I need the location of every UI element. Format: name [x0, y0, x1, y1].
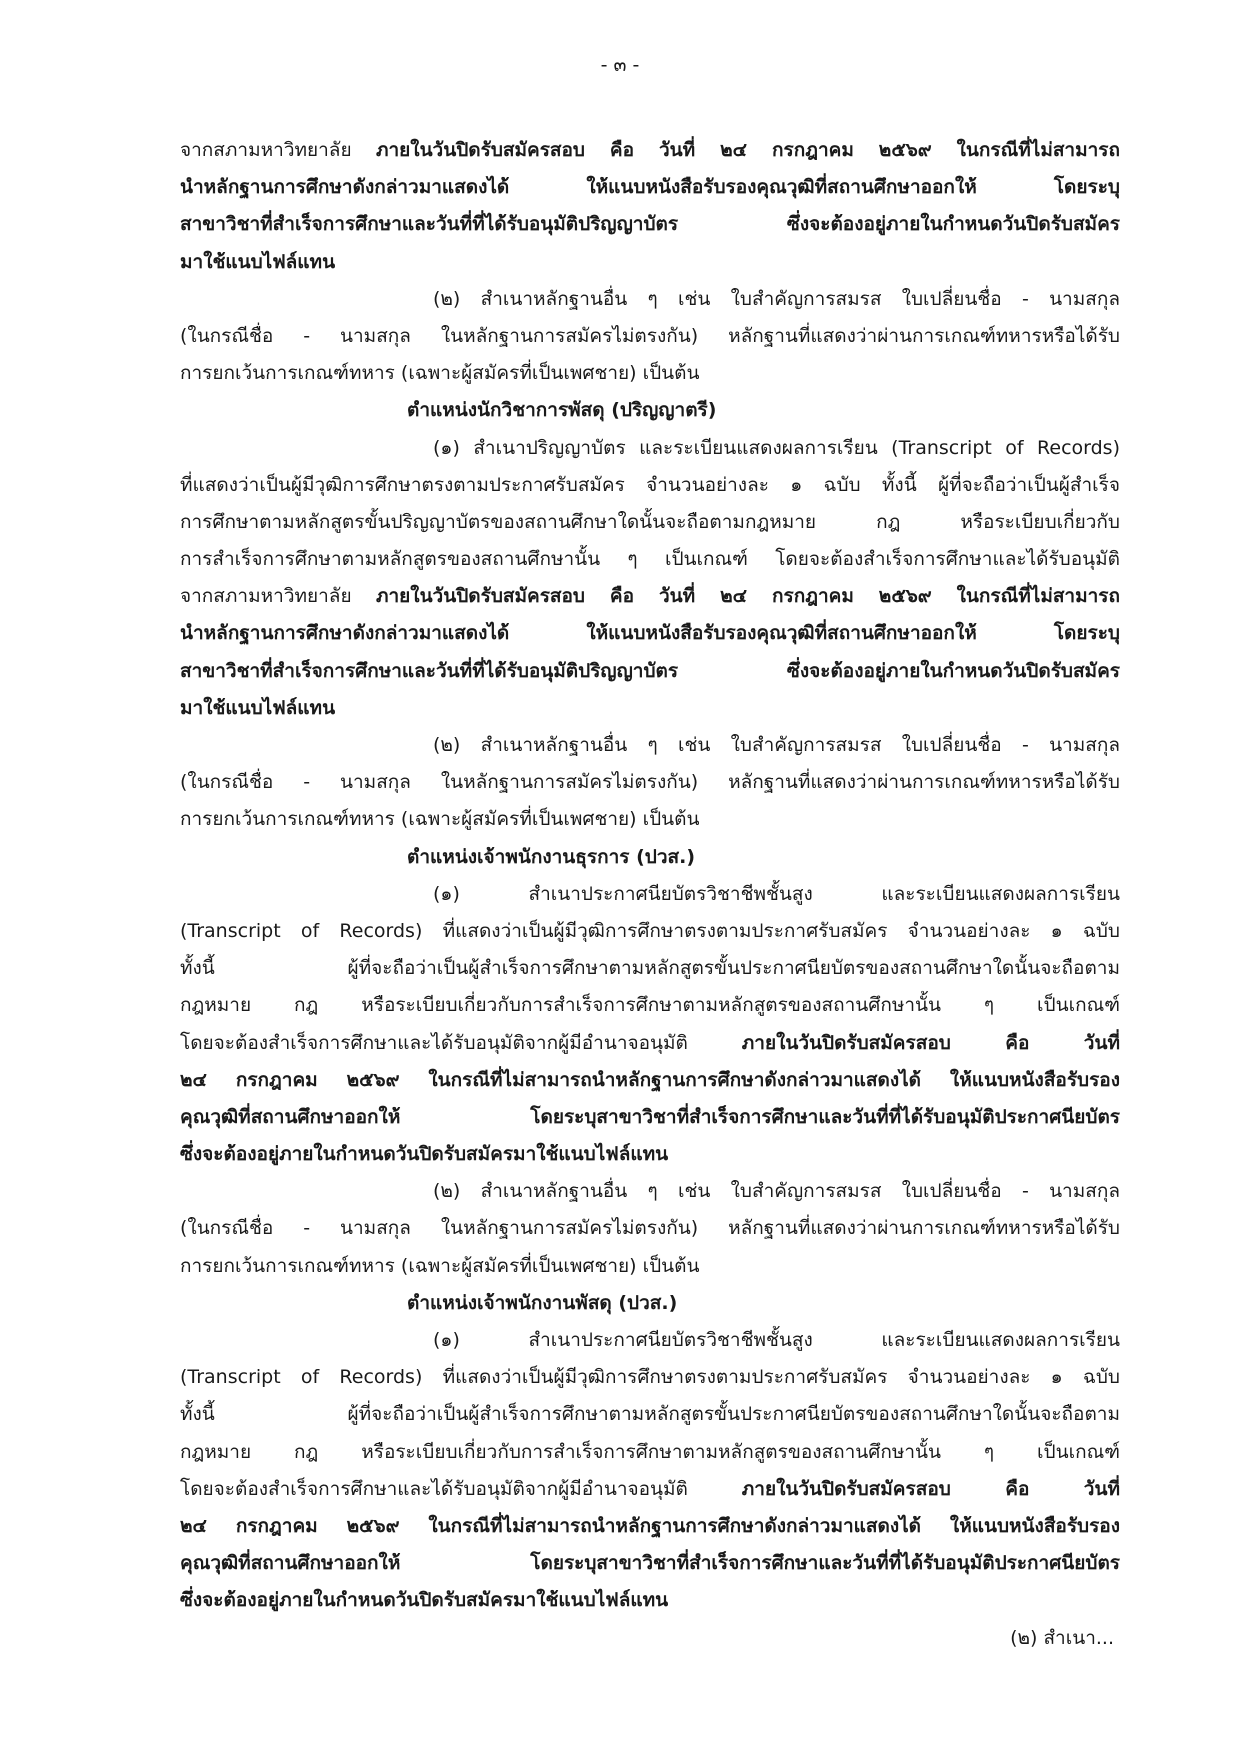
body-line: กฎหมาย กฎ หรือระเบียบเกี่ยวกับการสำเร็จการศึกษาตามหลักสูตรของสถานศึกษานั้น ๆ เป็นเกณฑ์: [180, 1440, 1120, 1463]
body-line: มาใช้แนบไฟล์แทน: [180, 696, 336, 719]
body-line: นำหลักฐานการศึกษาดังกล่าวมาแสดงได้ ให้แนบหนังสือรับรองคุณวุฒิที่สถานศึกษาออกให้ โดยระบุ: [180, 176, 1120, 199]
body-line: ที่แสดงว่าเป็นผู้มีวุฒิการศึกษาตรงตามประกาศรับสมัคร จำนวนอย่างละ ๑ ฉบับ ทั้งนี้ ผู้ที่จะถือว่าเป็นผู้สำเร็จ: [180, 473, 1120, 496]
body-text: โดยจะต้องสำเร็จการศึกษาและได้รับอนุมัติจากผู้มีอำนาจอนุมัติ: [180, 1477, 742, 1500]
body-line: [180, 1025, 1120, 1062]
body-line: (ในกรณีชื่อ - นามสกุล ในหลักฐานการสมัครไม่ตรงกัน) หลักฐานที่แสดงว่าผ่านการเกณฑ์ทหารหรือได้รับ: [180, 324, 1120, 347]
body-line: คุณวุฒิที่สถานศึกษาออกให้ โดยระบุสาขาวิชาที่สำเร็จการศึกษาและวันที่ที่ได้รับอนุมัติประกาศนียบัตร: [180, 1552, 1120, 1575]
item-2-line: (๒) สำเนาหลักฐานอื่น ๆ เช่น ใบสำคัญการสมรส ใบเปลี่ยนชื่อ - นามสกุล: [433, 287, 1120, 310]
position-heading: ตำแหน่งเจ้าพนักงานพัสดุ (ปวส.): [407, 1291, 678, 1314]
body-line: นำหลักฐานการศึกษาดังกล่าวมาแสดงได้ ให้แนบหนังสือรับรองคุณวุฒิที่สถานศึกษาออกให้ โดยระบุ: [180, 622, 1120, 645]
body-line: [180, 1471, 1120, 1508]
position-heading: ตำแหน่งนักวิชาการพัสดุ (ปริญญาตรี): [407, 399, 717, 422]
body-line: ซึ่งจะต้องอยู่ภายในกำหนดวันปิดรับสมัครมาใช้แนบไฟล์แทน: [180, 1589, 669, 1612]
body-text: โดยจะต้องสำเร็จการศึกษาและได้รับอนุมัติจากผู้มีอำนาจอนุมัติ: [180, 1031, 742, 1054]
body-text: จากสภามหาวิทยาลัย: [180, 585, 376, 608]
body-line: กฎหมาย กฎ หรือระเบียบเกี่ยวกับการสำเร็จการศึกษาตามหลักสูตรของสถานศึกษานั้น ๆ เป็นเกณฑ์: [180, 994, 1120, 1017]
body-line: ๒๔ กรกฎาคม ๒๕๖๙ ในกรณีที่ไม่สามารถนำหลักฐานการศึกษาดังกล่าวมาแสดงได้ ให้แนบหนังสือรับรอง: [180, 1514, 1120, 1537]
deadline-text: ภายในวันปิดรับสมัครสอบ คือ วันที่ ๒๔ กรกฎาคม ๒๕๖๙ ในกรณีที่ไม่สามารถ: [375, 139, 1120, 161]
item-1-line: (๑) สำเนาปริญญาบัตร และระเบียนแสดงผลการเรียน (Transcript of Records): [433, 436, 1120, 459]
body-line: (ในกรณีชื่อ - นามสกุล ในหลักฐานการสมัครไม่ตรงกัน) หลักฐานที่แสดงว่าผ่านการเกณฑ์ทหารหรือได้รับ: [180, 1217, 1120, 1240]
document-body: [180, 132, 1120, 1657]
body-line: การศึกษาตามหลักสูตรขั้นปริญญาบัตรของสถานศึกษาใดนั้นจะถือตามกฎหมาย กฎ หรือระเบียบเกี่ยวกับ: [180, 510, 1120, 533]
item-1-line: (๑) สำเนาประกาศนียบัตรวิชาชีพชั้นสูง และระเบียนแสดงผลการเรียน: [433, 1329, 1120, 1351]
body-line: ซึ่งจะต้องอยู่ภายในกำหนดวันปิดรับสมัครมาใช้แนบไฟล์แทน: [180, 1143, 669, 1166]
body-line: ทั้งนี้ ผู้ที่จะถือว่าเป็นผู้สำเร็จการศึกษาตามหลักสูตรขั้นประกาศนียบัตรของสถานศึกษาใดนั้นจะถือตาม: [180, 957, 1120, 980]
body-text: จากสภามหาวิทยาลัย: [180, 139, 376, 161]
body-line: สาขาวิชาที่สำเร็จการศึกษาและวันที่ที่ได้รับอนุมัติปริญญาบัตร ซึ่งจะต้องอยู่ภายในกำหนดวันปิดรับสมัคร: [180, 213, 1120, 236]
item-1-line: (๑) สำเนาประกาศนียบัตรวิชาชีพชั้นสูง และระเบียนแสดงผลการเรียน: [433, 882, 1120, 905]
page-number: - ๓ -: [600, 54, 640, 76]
item-2-line: (๒) สำเนาหลักฐานอื่น ๆ เช่น ใบสำคัญการสมรส ใบเปลี่ยนชื่อ - นามสกุล: [433, 734, 1120, 756]
item-2-line: (๒) สำเนาหลักฐานอื่น ๆ เช่น ใบสำคัญการสมรส ใบเปลี่ยนชื่อ - นามสกุล: [433, 1180, 1120, 1203]
continuation-marker: (๒) สำเนา...: [1010, 1626, 1114, 1649]
body-line: [180, 132, 1120, 169]
body-line: ๒๔ กรกฎาคม ๒๕๖๙ ในกรณีที่ไม่สามารถนำหลักฐานการศึกษาดังกล่าวมาแสดงได้ ให้แนบหนังสือรับรอง: [180, 1068, 1120, 1091]
body-line: การยกเว้นการเกณฑ์ทหาร (เฉพาะผู้สมัครที่เป็นเพศชาย) เป็นต้น: [180, 362, 700, 385]
deadline-text: ภายในวันปิดรับสมัครสอบ คือ วันที่: [741, 1031, 1120, 1054]
deadline-text: ภายในวันปิดรับสมัครสอบ คือ วันที่ ๒๔ กรกฎาคม ๒๕๖๙ ในกรณีที่ไม่สามารถ: [375, 585, 1120, 608]
position-heading: ตำแหน่งเจ้าพนักงานธุรการ (ปวส.): [407, 845, 695, 868]
body-line: การยกเว้นการเกณฑ์ทหาร (เฉพาะผู้สมัครที่เป็นเพศชาย) เป็นต้น: [180, 1254, 700, 1277]
body-line: การสำเร็จการศึกษาตามหลักสูตรของสถานศึกษานั้น ๆ เป็นเกณฑ์ โดยจะต้องสำเร็จการศึกษาและได้รับอนุมัติ: [180, 548, 1120, 571]
body-line: คุณวุฒิที่สถานศึกษาออกให้ โดยระบุสาขาวิชาที่สำเร็จการศึกษาและวันที่ที่ได้รับอนุมัติประกาศนียบัตร: [180, 1105, 1120, 1128]
body-line: (Transcript of Records) ที่แสดงว่าเป็นผู้มีวุฒิการศึกษาตรงตามประกาศรับสมัคร จำนวนอย่างละ ๑ ฉบับ: [180, 919, 1120, 942]
body-line: สาขาวิชาที่สำเร็จการศึกษาและวันที่ที่ได้รับอนุมัติปริญญาบัตร ซึ่งจะต้องอยู่ภายในกำหนดวันปิดรับสมัคร: [180, 659, 1120, 682]
body-line: [180, 578, 1120, 615]
body-line: (Transcript of Records) ที่แสดงว่าเป็นผู้มีวุฒิการศึกษาตรงตามประกาศรับสมัคร จำนวนอย่างละ ๑ ฉบับ: [180, 1366, 1120, 1389]
body-line: ทั้งนี้ ผู้ที่จะถือว่าเป็นผู้สำเร็จการศึกษาตามหลักสูตรขั้นประกาศนียบัตรของสถานศึกษาใดนั้นจะถือตาม: [180, 1403, 1120, 1426]
body-line: (ในกรณีชื่อ - นามสกุล ในหลักฐานการสมัครไม่ตรงกัน) หลักฐานที่แสดงว่าผ่านการเกณฑ์ทหารหรือได้รับ: [180, 771, 1120, 794]
body-line: การยกเว้นการเกณฑ์ทหาร (เฉพาะผู้สมัครที่เป็นเพศชาย) เป็นต้น: [180, 808, 700, 831]
deadline-text: ภายในวันปิดรับสมัครสอบ คือ วันที่: [741, 1477, 1120, 1500]
body-line: มาใช้แนบไฟล์แทน: [180, 250, 336, 273]
